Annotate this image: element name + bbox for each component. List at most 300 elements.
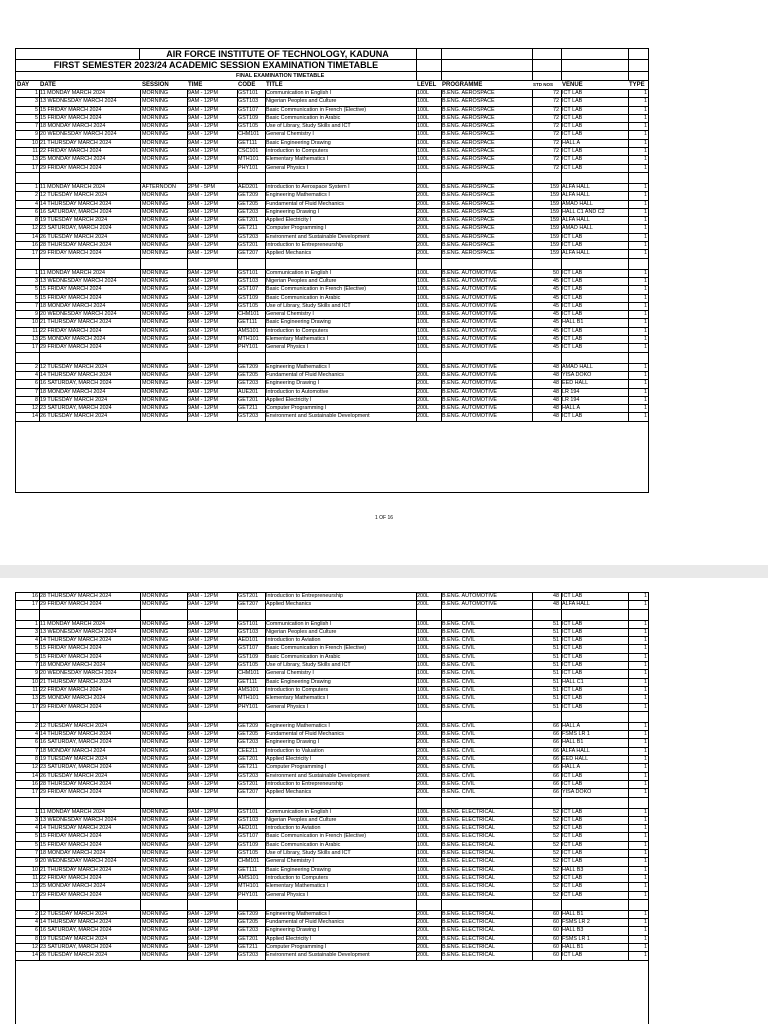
column-divider [237,319,238,326]
cell-date: 11 MONDAY MARCH 2024 [40,269,106,276]
column-divider [561,107,562,114]
cell-type: 1 [644,816,647,823]
column-divider [532,621,533,628]
column-divider [441,593,442,600]
cell-programme: B.ENG. AEROSPACE [442,164,495,171]
cell-time: 9AM - 12PM [188,601,218,608]
cell-day: 4 [35,371,38,378]
column-divider [628,344,629,351]
column-divider [441,875,442,882]
column-divider [187,723,188,730]
column-divider [140,123,141,130]
column-divider [416,858,417,865]
cell-venue: HALL A [562,139,581,146]
column-divider [532,250,533,257]
cell-venue: ICT LAB [562,637,583,644]
column-divider [39,405,40,412]
column-divider [628,789,629,796]
table-row [16,389,648,397]
cell-venue: ICT LAB [562,808,583,815]
column-divider [187,270,188,277]
cell-venue: YISA DOKO [562,371,592,378]
column-divider [628,637,629,644]
cell-date: 16 SATURDAY, MARCH 2024 [40,739,112,746]
cell-title: Fundamental of Fluid Mechanics [266,919,344,926]
column-divider [187,892,188,899]
column-divider [532,936,533,943]
column-divider [237,739,238,746]
cell-date: 25 MONDAY MARCH 2024 [40,156,106,163]
cell-type: 1 [644,891,647,898]
cell-std-nos: 52 [553,883,559,890]
cell-time: 9AM - 12PM [188,277,218,284]
cell-code: GST203 [238,413,259,420]
cell-time: 9AM - 12PM [188,319,218,326]
cell-code: AMS101 [238,327,259,334]
cell-venue: ICT LAB [562,833,583,840]
column-divider [561,242,562,249]
cell-time: 9AM - 12PM [188,302,218,309]
cell-session: MORNING [142,943,169,950]
column-divider [532,372,533,379]
cell-day: 4 [35,200,38,207]
cell-programme: B.ENG. ELECTRICAL [442,891,496,898]
cell-title: General Physics I [266,703,309,710]
column-divider [628,952,629,959]
cell-std-nos: 52 [553,866,559,873]
cell-std-nos: 60 [553,943,559,950]
column-divider [628,295,629,302]
column-divider [265,723,266,730]
cell-date: 14 THURSDAY MARCH 2024 [40,919,112,926]
cell-type: 1 [644,927,647,934]
column-divider [39,927,40,934]
column-divider [140,704,141,711]
column-divider [628,739,629,746]
column-divider [561,217,562,224]
cell-date: 22 FRIDAY MARCH 2024 [40,327,102,334]
cell-session: MORNING [142,242,169,249]
column-divider [628,148,629,155]
cell-level: 100L [417,891,429,898]
cell-time: 9AM - 12PM [188,413,218,420]
cell-session: MORNING [142,935,169,942]
table-row [16,234,648,242]
column-divider [265,156,266,163]
column-divider [237,209,238,216]
cell-venue: AMAO HALL [562,363,593,370]
cell-venue: HALL B3 [562,927,584,934]
column-divider [187,645,188,652]
cell-venue: HALL C1 AND C2 [562,208,605,215]
cell-time: 9AM - 12PM [188,363,218,370]
column-divider [140,184,141,191]
column-divider [237,353,238,363]
column-divider [416,875,417,882]
column-divider [416,328,417,335]
cell-session: MORNING [142,311,169,318]
table-row [16,364,648,372]
cell-code: GET111 [238,678,258,685]
table-row [16,756,648,764]
column-divider [187,173,188,183]
column-divider [140,234,141,241]
column-divider [628,234,629,241]
cell-programme: B.ENG. AUTOMOTIVE [442,593,498,599]
column-divider [39,115,40,122]
column-divider [265,201,266,208]
cell-programme: B.ENG. ELECTRICAL [442,874,496,881]
cell-title: Fundamental of Fluid Mechanics [266,200,344,207]
cell-date: 19 TUESDAY MARCH 2024 [40,396,108,403]
column-divider [532,336,533,343]
cell-day: 16 [32,593,38,599]
column-divider [561,336,562,343]
cell-venue: EED HALL [562,756,589,763]
column-divider [140,911,141,918]
column-divider [628,311,629,318]
cell-code: GST201 [238,242,259,249]
column-divider [39,773,40,780]
column-divider [140,140,141,147]
cell-venue: HALL B1 [562,943,584,950]
cell-time: 9AM - 12PM [188,695,218,702]
cell-programme: B.ENG. CIVIL [442,670,476,677]
cell-type: 1 [644,139,647,146]
cell-session: MORNING [142,319,169,326]
table-row [16,286,648,294]
column-divider [265,712,266,722]
column-divider [441,679,442,686]
column-divider [561,670,562,677]
column-divider [265,748,266,755]
cell-type: 1 [644,686,647,693]
column-divider [561,319,562,326]
column-divider [628,919,629,926]
column-divider [187,156,188,163]
column-divider [561,858,562,865]
cell-level: 200L [417,225,429,232]
cell-session: MORNING [142,90,169,96]
column-divider [416,380,417,387]
column-divider [441,654,442,661]
cell-code: PHY101 [238,344,259,351]
cell-venue: FSMS LR 1 [562,731,590,738]
cell-day: 8 [35,756,38,763]
column-divider [441,927,442,934]
cell-std-nos: 72 [553,98,559,105]
column-divider [237,687,238,694]
cell-level: 100L [417,106,429,113]
cell-time: 9AM - 12PM [188,286,218,293]
column-divider [441,789,442,796]
cell-time: 9AM - 12PM [188,164,218,171]
cell-type: 1 [644,841,647,848]
cell-session: MORNING [142,891,169,898]
timetable-body [16,593,648,961]
column-divider [265,662,266,669]
cell-date: 29 FRIDAY MARCH 2024 [40,703,102,710]
cell-time: 9AM - 12PM [188,756,218,763]
cell-level: 200L [417,731,429,738]
column-divider [561,911,562,918]
cell-programme: B.ENG. ELECTRICAL [442,943,496,950]
cell-day: 2 [35,363,38,370]
column-divider [39,184,40,191]
cell-type: 1 [644,653,647,660]
column-divider [441,731,442,738]
column-divider [140,695,141,702]
column-divider [532,278,533,285]
cell-title: Introduction to Computers [266,327,329,334]
cell-venue: ICT LAB [562,841,583,848]
column-divider [140,286,141,293]
column-divider [416,944,417,951]
table-row [16,637,648,645]
column-divider [140,217,141,224]
column-divider [441,695,442,702]
column-divider [416,209,417,216]
column-divider [416,372,417,379]
column-divider [265,927,266,934]
column-divider [441,201,442,208]
cell-date: 14 THURSDAY MARCH 2024 [40,371,112,378]
column-divider [561,173,562,183]
cell-std-nos: 52 [553,841,559,848]
column-divider [441,250,442,257]
column-divider [265,405,266,412]
column-divider [628,809,629,816]
column-divider [39,911,40,918]
column-divider [140,364,141,371]
table-row [16,952,648,960]
cell-title: Basic Engineering Drawing [266,866,331,873]
cell-venue: ICT LAB [562,686,583,693]
column-divider [561,610,562,620]
column-divider [237,234,238,241]
cell-session: MORNING [142,910,169,917]
cell-venue: ICT LAB [562,302,583,309]
column-divider [265,911,266,918]
cell-type: 1 [644,327,647,334]
column-divider [561,250,562,257]
cell-session: MORNING [142,405,169,412]
cell-venue: ICT LAB [562,286,583,293]
cell-type: 1 [644,225,647,232]
cell-session: MORNING [142,277,169,284]
col-time: TIME [188,82,203,88]
cell-date: 14 THURSDAY MARCH 2024 [40,200,112,207]
column-divider [416,764,417,771]
cell-title: Basic Communication in Arabic [266,114,341,121]
cell-std-nos: 72 [553,131,559,138]
column-divider [39,364,40,371]
cell-session: MORNING [142,662,169,669]
cell-type: 1 [644,363,647,370]
cell-day: 1 [35,620,38,627]
cell-time: 9AM - 12PM [188,336,218,343]
column-divider [187,952,188,959]
column-divider [265,809,266,816]
cell-time: 9AM - 12PM [188,850,218,857]
cell-title: Engineering Mathematics I [266,722,330,729]
col-level: LEVEL [417,82,437,88]
cell-programme: B.ENG. CIVIL [442,662,476,669]
cell-day: 10 [32,139,38,146]
cell-time: 9AM - 12PM [188,269,218,276]
column-divider [39,764,40,771]
column-divider [140,817,141,824]
column-divider [39,645,40,652]
cell-title: Introduction to Automotive [266,388,329,395]
cell-level: 100L [417,883,429,890]
column-divider [628,303,629,310]
column-divider [187,911,188,918]
cell-venue: ICT LAB [562,653,583,660]
cell-code: GST101 [238,808,259,815]
table-row [16,593,648,601]
final-exam-label: FINAL EXAMINATION TIMETABLE [236,73,325,79]
column-divider [140,278,141,285]
cell-std-nos: 48 [553,396,559,403]
column-divider [561,781,562,788]
cell-level: 100L [417,98,429,105]
cell-title: Introduction to Aviation [266,825,321,832]
cell-date: 21 THURSDAY MARCH 2024 [40,866,112,873]
col-type: TYPE [629,82,645,88]
cell-level: 100L [417,148,429,155]
column-divider [237,192,238,199]
column-divider [39,629,40,636]
cell-title: General Physics I [266,164,309,171]
cell-type: 1 [644,242,647,249]
cell-level: 200L [417,764,429,771]
cell-session: MORNING [142,756,169,763]
column-divider [187,670,188,677]
cell-title: General Physics I [266,891,309,898]
column-divider [140,892,141,899]
column-divider [628,911,629,918]
column-divider [628,704,629,711]
cell-programme: B.ENG. CIVIL [442,780,476,787]
cell-day: 1 [35,183,38,190]
cell-level: 100L [417,686,429,693]
cell-venue: ICT LAB [562,344,583,351]
cell-day: 3 [35,98,38,105]
cell-time: 9AM - 12PM [188,233,218,240]
cell-venue: FSMS LR 1 [562,935,590,942]
cell-day: 7 [35,388,38,395]
cell-day: 4 [35,637,38,644]
cell-level: 200L [417,756,429,763]
cell-title: Introduction to Entrepreneurship [266,780,344,787]
column-divider [140,731,141,738]
cell-date: 11 MONDAY MARCH 2024 [40,620,106,627]
column-divider [187,809,188,816]
cell-day: 12 [32,764,38,771]
cell-programme: B.ENG. AUTOMOTIVE [442,269,498,276]
column-divider [628,593,629,600]
cell-time: 9AM - 12PM [188,780,218,787]
column-divider [416,936,417,943]
cell-date: 20 WEDNESDAY MARCH 2024 [40,858,117,865]
column-divider [416,344,417,351]
column-divider [532,911,533,918]
cell-session: MORNING [142,269,169,276]
column-divider [265,654,266,661]
column-divider [237,748,238,755]
column-divider [441,259,442,269]
cell-type: 1 [644,344,647,351]
cell-date: 18 MONDAY MARCH 2024 [40,747,106,754]
column-divider [140,303,141,310]
cell-day: 17 [32,164,38,171]
cell-title: Engineering Drawing I [266,208,320,215]
cell-code: GET207 [238,250,259,257]
column-divider [140,593,141,600]
column-divider [441,192,442,199]
column-divider [561,833,562,840]
cell-programme: B.ENG. AEROSPACE [442,208,495,215]
column-divider [441,621,442,628]
table-row [16,148,648,156]
column-divider [561,817,562,824]
column-divider [140,723,141,730]
cell-session: MORNING [142,825,169,832]
column-divider [140,610,141,620]
cell-title: General Chemistry I [266,311,314,318]
column-divider [416,842,417,849]
cell-session: MORNING [142,601,169,608]
cell-title: Applied Mechanics [266,789,312,796]
column-divider [628,679,629,686]
cell-venue: ICT LAB [562,620,583,627]
cell-day: 14 [32,233,38,240]
cell-title: Computer Programming I [266,764,327,771]
table-row [16,911,648,919]
column-divider [532,405,533,412]
column-divider [140,270,141,277]
column-divider [187,662,188,669]
cell-day: 6 [35,380,38,387]
cell-level: 100L [417,703,429,710]
column-divider [265,303,266,310]
cell-day: 8 [35,396,38,403]
cell-date: 29 FRIDAY MARCH 2024 [40,164,102,171]
cell-programme: B.ENG. AUTOMOTIVE [442,336,498,343]
cell-code: PHY101 [238,891,259,898]
column-divider [561,789,562,796]
column-divider [441,397,442,404]
col-programme: PROGRAMME [442,82,483,88]
cell-level: 200L [417,405,429,412]
column-divider [187,336,188,343]
table-row [16,731,648,739]
cell-programme: B.ENG. AEROSPACE [442,183,495,190]
cell-date: 18 MONDAY MARCH 2024 [40,123,106,130]
cell-day: 4 [35,919,38,926]
column-divider [140,662,141,669]
column-divider [441,944,442,951]
column-divider [561,201,562,208]
column-divider [628,712,629,722]
cell-session: MORNING [142,866,169,873]
column-divider [140,629,141,636]
cell-programme: B.ENG. AUTOMOTIVE [442,277,498,284]
cell-day: 7 [35,123,38,130]
cell-date: 13 WEDNESDAY MARCH 2024 [40,277,117,284]
cell-date: 12 TUESDAY MARCH 2024 [40,910,108,917]
